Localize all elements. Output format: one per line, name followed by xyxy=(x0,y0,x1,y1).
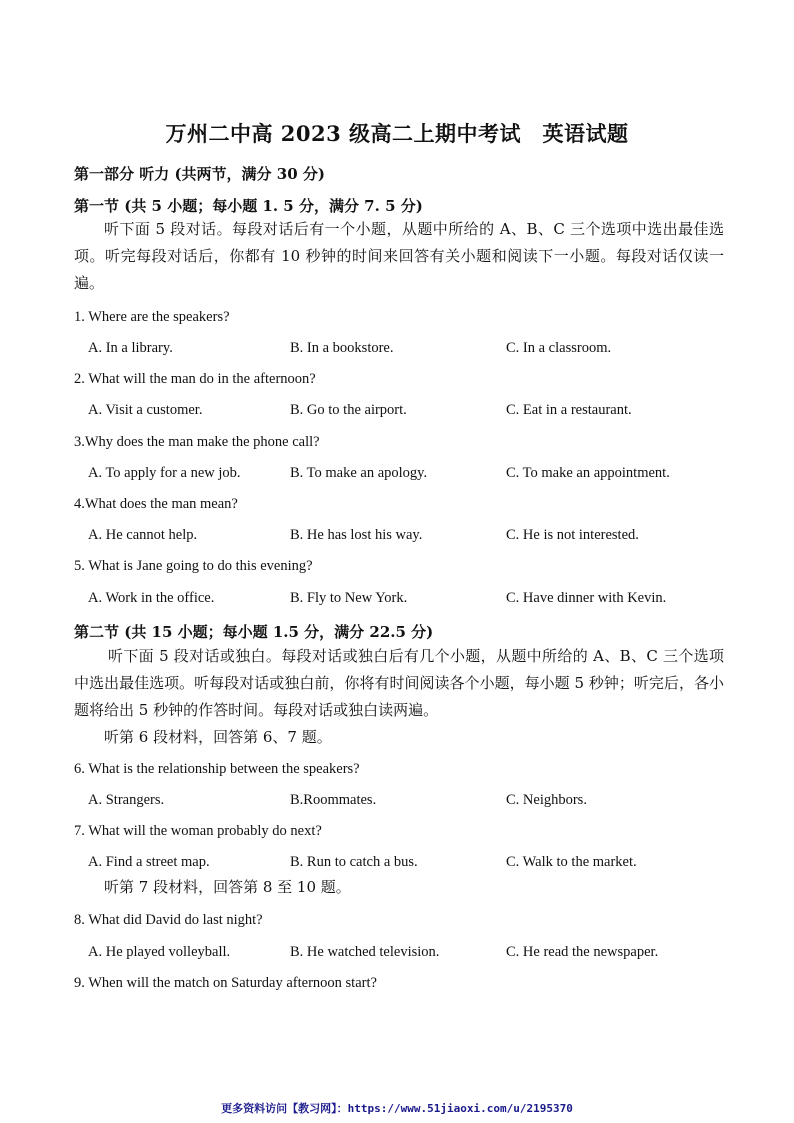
q7-option-c: C. Walk to the market. xyxy=(506,854,637,870)
q6-option-a: A. Strangers. xyxy=(88,792,165,808)
q3-option-b: B. To make an apology. xyxy=(290,465,428,481)
q7-option-b: B. Run to catch a bus. xyxy=(290,854,418,870)
question-3: 3.Why does the man make the phone call? xyxy=(74,434,320,450)
q4-option-b: B. He has lost his way. xyxy=(290,527,423,543)
q6-option-b: B.Roommates. xyxy=(290,792,377,808)
q8-option-b: B. He watched television. xyxy=(290,944,440,960)
q1-option-b: B. In a bookstore. xyxy=(290,340,394,356)
section2-heading: 第二节 (共 15 小题；每小题 1.5 分，满分 22.5 分) xyxy=(74,623,434,641)
q4-option-a: A. He cannot help. xyxy=(88,527,198,543)
question-7: 7. What will the woman probably do next? xyxy=(74,823,322,839)
q3-option-c: C. To make an appointment. xyxy=(506,465,670,481)
material-6-note: 听第 6 段材料，回答第 6、7 题。 xyxy=(104,728,332,746)
q5-option-c: C. Have dinner with Kevin. xyxy=(506,590,667,606)
q5-option-a: A. Work in the office. xyxy=(88,590,215,606)
question-4: 4.What does the man mean? xyxy=(74,496,238,512)
page-title: 万州二中高 2023 级高二上期中考试 英语试题 xyxy=(165,121,629,146)
q5-option-b: B. Fly to New York. xyxy=(290,590,408,606)
q7-option-a: A. Find a street map. xyxy=(88,854,210,870)
footer-link[interactable]: 更多资料访问【教习网】：https://www.51jiaoxi.com/u/2195370 xyxy=(221,1102,573,1115)
q2-option-c: C. Eat in a restaurant. xyxy=(506,402,632,418)
q2-option-b: B. Go to the airport. xyxy=(290,402,407,418)
part1-heading: 第一部分 听力 (共两节，满分 30 分) xyxy=(74,165,325,183)
q1-option-a: A. In a library. xyxy=(88,340,173,356)
q3-option-a: A. To apply for a new job. xyxy=(88,465,241,481)
material-7-note: 听第 7 段材料，回答第 8 至 10 题。 xyxy=(104,878,351,896)
q6-option-c: C. Neighbors. xyxy=(506,792,587,808)
q8-option-a: A. He played volleyball. xyxy=(88,944,231,960)
q8-option-c: C. He read the newspaper. xyxy=(506,944,659,960)
question-8: 8. What did David do last night? xyxy=(74,912,263,928)
question-1: 1. Where are the speakers? xyxy=(74,309,230,325)
q1-option-c: C. In a classroom. xyxy=(506,340,612,356)
section2-instructions: 听下面 5 段对话或独白。每段对话或独白后有几个小题，从题中所给的 A、B、C 三个选项中选出最佳选项。听每段对话或独白前，你将有时间阅读各个小题，每小题 5 秒钟；听完后，各小题将给出 5 秒钟的作答时间。每段对话或独白读两遍。 xyxy=(74,647,724,719)
q2-option-a: A. Visit a customer. xyxy=(88,402,203,418)
q4-option-c: C. He is not interested. xyxy=(506,527,639,543)
question-2: 2. What will the man do in the afternoon? xyxy=(74,371,316,387)
question-9: 9. When will the match on Saturday afternoon start? xyxy=(74,975,377,991)
question-5: 5. What is Jane going to do this evening? xyxy=(74,558,313,574)
section1-instructions: 听下面 5 段对话。每段对话后有一个小题，从题中所给的 A、B、C 三个选项中选出最佳选项。听完每段对话后，你都有 10 秒钟的时间来回答有关小题和阅读下一小题。每段对话仅读一遍。 xyxy=(74,220,724,292)
question-6: 6. What is the relationship between the speakers? xyxy=(74,761,360,777)
section1-heading: 第一节 (共 5 小题；每小题 1. 5 分，满分 7. 5 分) xyxy=(74,197,423,215)
